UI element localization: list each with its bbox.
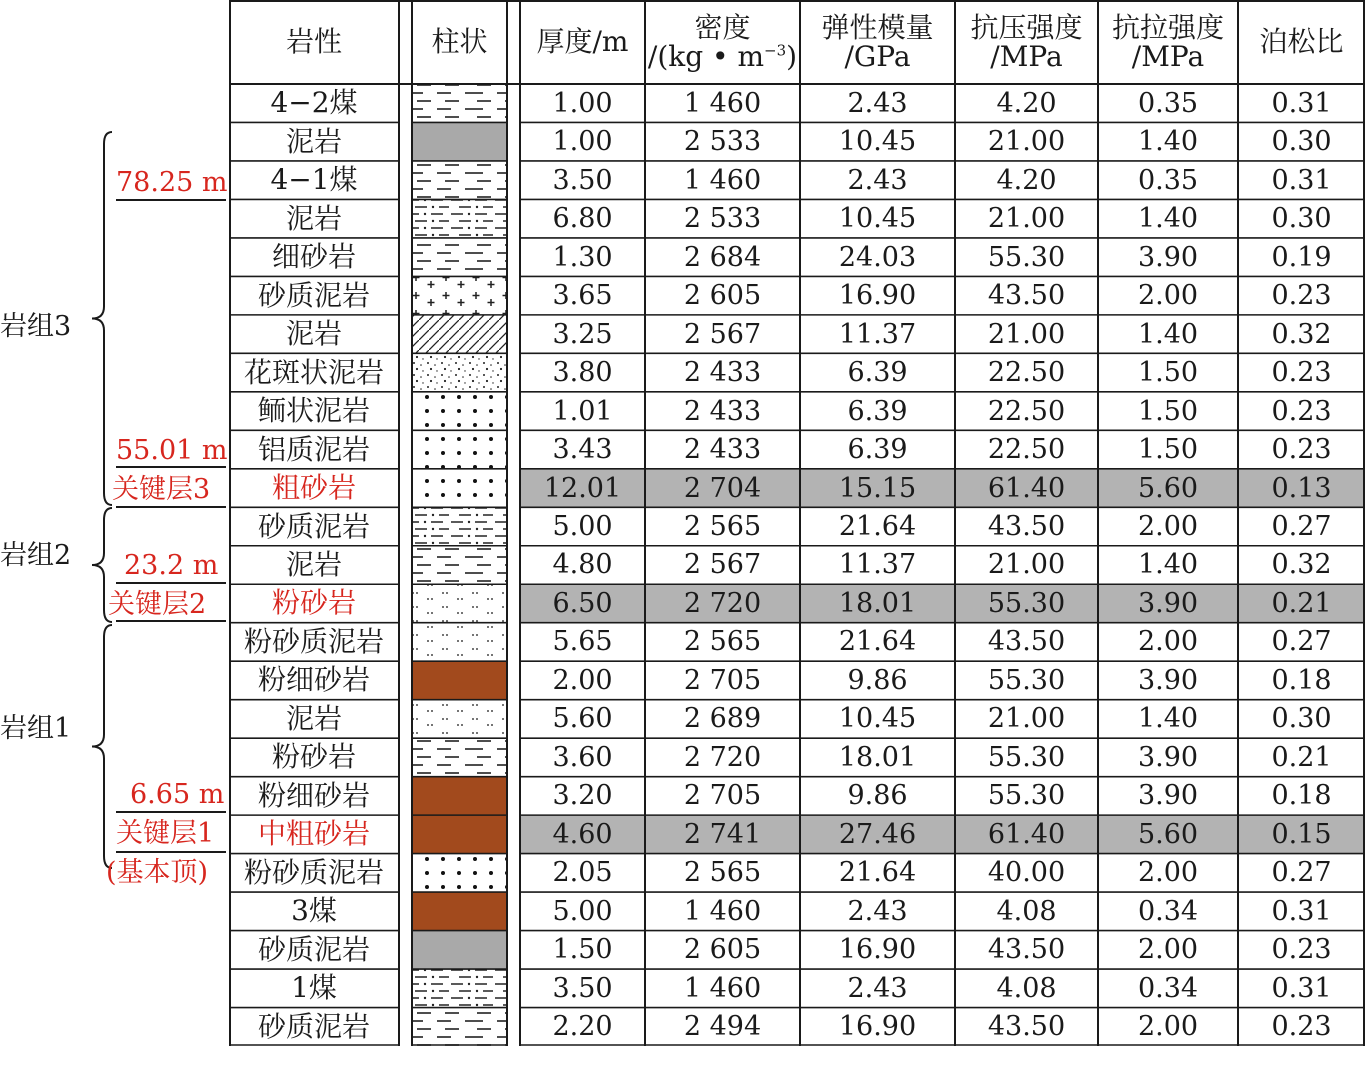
lithology-cell: 3煤: [291, 894, 337, 928]
compressive-cell: 43.50: [987, 934, 1066, 966]
group1-brace: [92, 625, 112, 868]
header-lithology: [229, 0, 399, 84]
modulus-cell: 21.64: [838, 857, 917, 889]
compressive-cell: 22.50: [987, 434, 1066, 466]
lithology-cell: 泥岩: [285, 317, 342, 351]
tensile-cell: 2.00: [1137, 280, 1199, 312]
column-pattern-dashdot: [412, 507, 507, 545]
tensile-cell: 0.34: [1137, 895, 1199, 927]
thickness-cell: 1.00: [552, 126, 613, 158]
poisson-cell: 0.32: [1271, 549, 1332, 581]
modulus-cell: 6.39: [847, 357, 908, 389]
column-pattern-hatch: [412, 315, 507, 353]
tensile-cell: 2.00: [1137, 857, 1199, 889]
modulus-cell: 21.64: [838, 626, 917, 658]
compressive-cell: 43.50: [987, 511, 1066, 542]
density-cell: 2 433: [683, 395, 762, 427]
header-compressive-line2: /MPa: [990, 40, 1063, 73]
modulus-cell: 2.43: [847, 895, 908, 927]
tensile-cell: 2.00: [1137, 1011, 1199, 1043]
header-thickness: [520, 0, 645, 84]
thickness-cell: 5.60: [552, 703, 613, 735]
key-layer-3-underline: [116, 506, 226, 508]
density-cell: 2 720: [683, 587, 762, 619]
thickness-cell: 1.00: [552, 87, 613, 119]
column-pattern-brown: [412, 661, 507, 699]
poisson-cell: 0.21: [1271, 587, 1332, 619]
tensile-cell: 0.34: [1137, 972, 1199, 1004]
tensile-cell: 1.40: [1137, 549, 1199, 581]
column-pattern-dash: [412, 238, 507, 276]
key-layer-3-label: 关键层3: [112, 474, 211, 505]
header-modulus-line1: 弹性模量: [821, 10, 934, 44]
compressive-cell: 55.30: [987, 664, 1066, 696]
header-tensile: [1098, 0, 1238, 84]
tensile-cell: 0.35: [1137, 164, 1199, 196]
tensile-cell: 3.90: [1137, 741, 1199, 773]
header-density-exponent: −3: [764, 41, 787, 60]
poisson-cell: 0.30: [1271, 126, 1332, 158]
poisson-cell: 0.18: [1271, 780, 1332, 812]
column-pattern-dots: [412, 430, 507, 468]
tensile-cell: 3.90: [1137, 664, 1199, 696]
group2-height-label: 23.2 m: [124, 550, 219, 581]
group2-height-underline: [116, 582, 226, 584]
tensile-cell: 1.40: [1137, 703, 1199, 735]
density-cell: 1 460: [683, 164, 762, 196]
compressive-cell: 4.20: [996, 87, 1057, 119]
poisson-cell: 0.23: [1271, 395, 1332, 427]
thickness-cell: 12.01: [543, 472, 622, 504]
density-cell: 2 605: [683, 934, 762, 966]
modulus-cell: 21.64: [838, 511, 917, 542]
compressive-cell: 61.40: [987, 472, 1066, 504]
density-cell: 2 684: [683, 241, 762, 273]
header-modulus-line2: /GPa: [844, 40, 911, 73]
thickness-cell: 3.25: [552, 318, 613, 350]
density-cell: 2 494: [683, 1011, 762, 1043]
key-layer-1-label: 关键层1: [116, 818, 215, 849]
group3-brace: [92, 132, 112, 505]
lithology-cell: 粉砂岩: [271, 740, 356, 774]
lithology-cell: 细砂岩: [271, 240, 356, 274]
tensile-cell: 1.40: [1137, 318, 1199, 350]
main-roof-label: (基本顶): [106, 857, 209, 888]
header-density-close: ): [786, 40, 798, 73]
compressive-cell: 21.00: [987, 549, 1066, 581]
density-cell: 2 565: [683, 511, 762, 542]
header-poisson: [1238, 0, 1365, 84]
column-pattern-dash: [412, 161, 507, 199]
group3-height-underline: [116, 199, 226, 201]
modulus-cell: 11.37: [838, 549, 917, 581]
compressive-cell: 40.00: [987, 857, 1066, 889]
modulus-cell: 10.45: [838, 126, 917, 158]
modulus-cell: 16.90: [838, 1011, 917, 1043]
density-cell: 1 460: [683, 972, 762, 1004]
group2-label: 岩组2: [0, 540, 72, 571]
thickness-cell: 6.50: [552, 587, 613, 619]
compressive-cell: 21.00: [987, 126, 1066, 158]
lithology-cell: 粉砂质泥岩: [243, 624, 384, 658]
header-column: [399, 0, 520, 84]
lithology-cell: 粗砂岩: [271, 471, 356, 505]
density-cell: 2 433: [683, 434, 762, 466]
density-cell: 2 705: [683, 780, 762, 812]
modulus-cell: 27.46: [838, 818, 917, 850]
header-compressive-line1: 抗压强度: [970, 10, 1083, 44]
density-cell: 2 565: [683, 626, 762, 658]
density-cell: 2 720: [683, 741, 762, 773]
poisson-cell: 0.23: [1271, 357, 1332, 389]
lithology-cell: 4−1煤: [270, 163, 358, 197]
poisson-cell: 0.19: [1271, 241, 1332, 273]
column-pattern-silt: [412, 700, 507, 738]
rock-group-annotations: [0, 0, 230, 1085]
key-layer-2-underline: [116, 620, 226, 622]
column-pattern-dots: [412, 854, 507, 892]
density-cell: 2 705: [683, 664, 762, 696]
modulus-cell: 16.90: [838, 280, 917, 312]
key-layer-1-underline: [116, 851, 226, 853]
modulus-cell: 24.03: [838, 241, 917, 273]
compressive-cell: 55.30: [987, 241, 1066, 273]
group1-height-underline: [116, 811, 226, 813]
lithology-cell: 粉细砂岩: [257, 663, 370, 697]
lithology-cell: 4−2煤: [270, 86, 358, 120]
compressive-cell: 43.50: [987, 280, 1066, 312]
modulus-cell: 15.15: [838, 472, 917, 504]
compressive-cell: 55.30: [987, 780, 1066, 812]
thickness-cell: 3.50: [552, 972, 613, 1004]
thickness-cell: 1.01: [552, 395, 613, 427]
poisson-cell: 0.23: [1271, 1011, 1332, 1043]
modulus-cell: 6.39: [847, 395, 908, 427]
lithology-cell: 粉细砂岩: [257, 778, 370, 812]
column-pattern-dashdot: [412, 969, 507, 1007]
lithology-cell: 鲕状泥岩: [257, 394, 370, 428]
group3-label: 岩组3: [0, 311, 72, 342]
compressive-cell: 21.00: [987, 703, 1066, 735]
compressive-cell: 43.50: [987, 626, 1066, 658]
tensile-cell: 1.40: [1137, 126, 1199, 158]
compressive-cell: 61.40: [987, 818, 1066, 850]
column-pattern-dots: [412, 392, 507, 430]
modulus-cell: 10.45: [838, 203, 917, 235]
thickness-cell: 5.00: [552, 511, 613, 542]
poisson-cell: 0.30: [1271, 203, 1332, 235]
thickness-cell: 1.30: [552, 241, 613, 273]
poisson-cell: 0.13: [1271, 472, 1332, 504]
density-cell: 2 567: [683, 549, 762, 581]
thickness-cell: 3.65: [552, 280, 613, 312]
poisson-cell: 0.31: [1271, 972, 1332, 1004]
modulus-cell: 18.01: [838, 741, 917, 773]
thickness-cell: 3.43: [552, 434, 613, 466]
modulus-cell: 11.37: [838, 318, 917, 350]
group3-key-height-underline: [116, 466, 226, 468]
thickness-cell: 3.80: [552, 357, 613, 389]
tensile-cell: 0.35: [1137, 87, 1199, 119]
thickness-cell: 5.65: [552, 626, 613, 658]
thickness-cell: 6.80: [552, 203, 613, 235]
density-cell: 1 460: [683, 895, 762, 927]
tensile-cell: 1.50: [1137, 395, 1199, 427]
header-compressive: [955, 0, 1098, 84]
tensile-cell: 2.00: [1137, 511, 1199, 542]
poisson-cell: 0.15: [1271, 818, 1332, 850]
density-cell: 2 567: [683, 318, 762, 350]
column-pattern-brown: [412, 892, 507, 930]
lithology-cell: 铝质泥岩: [257, 432, 370, 466]
poisson-cell: 0.32: [1271, 318, 1332, 350]
lithology-cell: 砂质泥岩: [257, 1009, 370, 1043]
compressive-cell: 4.20: [996, 164, 1057, 196]
tensile-cell: 2.00: [1137, 626, 1199, 658]
header-poisson-text: 泊松比: [1259, 25, 1344, 59]
compressive-cell: 55.30: [987, 587, 1066, 619]
tensile-cell: 1.40: [1137, 203, 1199, 235]
thickness-cell: 4.60: [552, 818, 613, 850]
modulus-cell: 2.43: [847, 972, 908, 1004]
modulus-cell: 18.01: [838, 587, 917, 619]
lithology-cell: 花斑状泥岩: [243, 355, 384, 389]
modulus-cell: 10.45: [838, 703, 917, 735]
lithology-cell: 泥岩: [285, 124, 342, 158]
lithology-cell: 泥岩: [285, 201, 342, 235]
column-pattern-dash: [412, 84, 507, 122]
group3-height-label: 78.25 m: [116, 167, 228, 198]
header-density-unit: /(kg • m: [647, 40, 765, 73]
header-thickness-text: 厚度/m: [536, 25, 629, 59]
compressive-cell: 22.50: [987, 395, 1066, 427]
column-pattern-brown: [412, 815, 507, 853]
lithology-cell: 砂质泥岩: [257, 278, 370, 312]
thickness-cell: 1.50: [552, 934, 613, 966]
column-pattern-dashdot: [412, 199, 507, 237]
modulus-cell: 6.39: [847, 434, 908, 466]
header-tensile-line1: 抗拉强度: [1111, 10, 1224, 44]
column-pattern-dash: [412, 738, 507, 776]
thickness-cell: 2.05: [552, 857, 613, 889]
compressive-cell: 22.50: [987, 357, 1066, 389]
group3-key-height-label: 55.01 m: [116, 435, 228, 466]
header-lithology-text: 岩性: [285, 25, 342, 59]
header-modulus: [800, 0, 955, 84]
group1-height-label: 6.65 m: [130, 779, 225, 810]
density-cell: 2 565: [683, 857, 762, 889]
poisson-cell: 0.18: [1271, 664, 1332, 696]
compressive-cell: 21.00: [987, 318, 1066, 350]
header-tensile-line2: /MPa: [1131, 40, 1205, 73]
column-pattern-dots: [412, 469, 507, 507]
lithology-cell: 泥岩: [285, 701, 342, 735]
compressive-cell: 55.30: [987, 741, 1066, 773]
poisson-cell: 0.23: [1271, 280, 1332, 312]
poisson-cell: 0.31: [1271, 87, 1332, 119]
modulus-cell: 2.43: [847, 87, 908, 119]
column-pattern-silt: [412, 584, 507, 622]
column-pattern-cross: [412, 276, 507, 314]
modulus-cell: 9.86: [847, 780, 908, 812]
modulus-cell: 9.86: [847, 664, 908, 696]
thickness-cell: 2.20: [552, 1011, 613, 1043]
header-density-line1: 密度: [694, 10, 751, 44]
header-column-text: 柱状: [431, 25, 488, 59]
thickness-cell: 2.00: [552, 664, 613, 696]
group1-label: 岩组1: [0, 713, 72, 744]
thickness-cell: 5.00: [552, 895, 613, 927]
tensile-cell: 1.50: [1137, 434, 1199, 466]
density-cell: 2 689: [683, 703, 762, 735]
poisson-cell: 0.23: [1271, 934, 1332, 966]
tensile-cell: 3.90: [1137, 241, 1199, 273]
thickness-cell: 4.80: [552, 549, 613, 581]
density-cell: 1 460: [683, 87, 762, 119]
density-cell: 2 741: [683, 818, 762, 850]
lithology-cell: 粉砂质泥岩: [243, 855, 384, 889]
modulus-cell: 2.43: [847, 164, 908, 196]
tensile-cell: 2.00: [1137, 934, 1199, 966]
tensile-cell: 5.60: [1137, 818, 1199, 850]
lithology-cell: 中粗砂岩: [257, 817, 370, 851]
tensile-cell: 1.50: [1137, 357, 1199, 389]
poisson-cell: 0.27: [1271, 511, 1332, 542]
density-cell: 2 605: [683, 280, 762, 312]
poisson-cell: 0.27: [1271, 626, 1332, 658]
density-cell: 2 533: [683, 203, 762, 235]
density-cell: 2 704: [683, 472, 762, 504]
column-pattern-coal: [412, 122, 507, 160]
column-pattern-coal_dash: [412, 1008, 507, 1046]
lithology-cell: 砂质泥岩: [257, 932, 370, 966]
tensile-cell: 3.90: [1137, 780, 1199, 812]
compressive-cell: 4.08: [996, 895, 1057, 927]
poisson-cell: 0.30: [1271, 703, 1332, 735]
column-pattern-coal: [412, 931, 507, 969]
column-pattern-speckle: [412, 353, 507, 391]
tensile-cell: 3.90: [1137, 587, 1199, 619]
thickness-cell: 3.60: [552, 741, 613, 773]
lithology-cell: 1煤: [291, 971, 337, 1005]
key-layer-2-label: 关键层2: [108, 589, 207, 620]
poisson-cell: 0.23: [1271, 434, 1332, 466]
poisson-cell: 0.31: [1271, 895, 1332, 927]
lithology-cell: 粉砂岩: [271, 586, 356, 620]
lithology-cell: 砂质泥岩: [257, 509, 370, 543]
poisson-cell: 0.31: [1271, 164, 1332, 196]
compressive-cell: 21.00: [987, 203, 1066, 235]
column-pattern-dash: [412, 546, 507, 584]
header-density: [645, 0, 800, 84]
modulus-cell: 16.90: [838, 934, 917, 966]
tensile-cell: 5.60: [1137, 472, 1199, 504]
density-cell: 2 433: [683, 357, 762, 389]
compressive-cell: 43.50: [987, 1011, 1066, 1043]
density-cell: 2 533: [683, 126, 762, 158]
poisson-cell: 0.27: [1271, 857, 1332, 889]
rock-properties-table: [229, 0, 1365, 1046]
thickness-cell: 3.50: [552, 164, 613, 196]
thickness-cell: 3.20: [552, 780, 613, 812]
column-pattern-brown: [412, 777, 507, 815]
column-pattern-silt: [412, 623, 507, 661]
compressive-cell: 4.08: [996, 972, 1057, 1004]
poisson-cell: 0.21: [1271, 741, 1332, 773]
header-density-line2: [648, 42, 797, 71]
lithology-cell: 泥岩: [285, 547, 342, 581]
